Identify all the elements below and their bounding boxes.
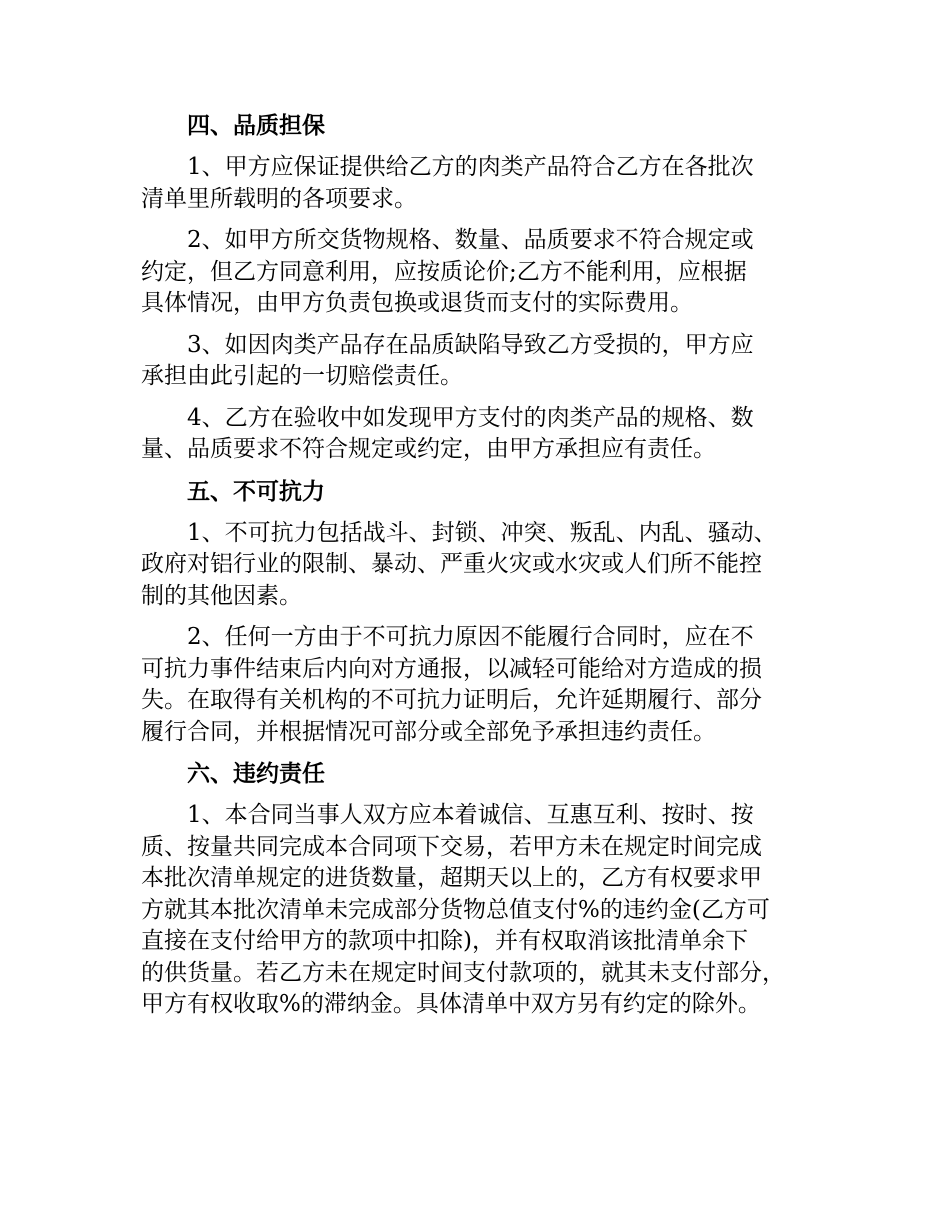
paragraph-line: 约定，但乙方同意利用，应按质论价;乙方不能利用，应根据 bbox=[141, 258, 747, 285]
paragraph-line: 1、本合同当事人双方应本着诚信、互惠互利、按时、按 bbox=[187, 802, 754, 828]
paragraph-line: 4、乙方在验收中如发现甲方支付的肉类产品的规格、数 bbox=[187, 404, 754, 431]
paragraph-line: 的供货量。若乙方未在规定时间支付款项的，就其未支付部分， bbox=[141, 959, 785, 986]
paragraph-line: 制的其他因素。 bbox=[141, 582, 302, 609]
paragraph-line: 3、如因肉类产品存在品质缺陷导致乙方受损的，甲方应 bbox=[187, 331, 754, 358]
paragraph-line: 1、甲方应保证提供给乙方的肉类产品符合乙方在各批次 bbox=[187, 154, 754, 180]
paragraph-line: 甲方有权收取%的滞纳金。具体清单中双方另有约定的除外。 bbox=[141, 991, 761, 1017]
paragraph-line: 承担由此引起的一切赔偿责任。 bbox=[141, 363, 463, 389]
paragraph-line: 本批次清单规定的进货数量，超期天以上的，乙方有权要求甲 bbox=[141, 865, 762, 891]
paragraph-line: 2、任何一方由于不可抗力原因不能履行合同时，应在不 bbox=[187, 624, 754, 650]
paragraph bbox=[141, 403, 821, 466]
paragraph bbox=[141, 518, 821, 613]
paragraph-line: 方就其本批次清单未完成部分货物总值支付%的违约金(乙方可 bbox=[141, 896, 770, 923]
paragraph-line: 1、不可抗力包括战斗、封锁、冲突、叛乱、内乱、骚动、 bbox=[187, 519, 777, 546]
paragraph-line: 具体情况，由甲方负责包换或退货而支付的实际费用。 bbox=[141, 290, 693, 316]
section-heading: 五、不可抗力 bbox=[187, 478, 325, 505]
paragraph-line: 失。在取得有关机构的不可抗力证明后，允许延期履行、部分 bbox=[141, 687, 762, 713]
paragraph-line: 质、按量共同完成本合同项下交易，若甲方未在规定时间完成 bbox=[141, 833, 762, 860]
paragraph bbox=[141, 800, 821, 1021]
document-body bbox=[141, 110, 821, 1031]
paragraph-line: 直接在支付给甲方的款项中扣除)，并有权取消该批清单余下 bbox=[141, 928, 748, 954]
paragraph-line: 量、品质要求不符合规定或约定，由甲方承担应有责任。 bbox=[141, 436, 716, 462]
paragraph-line: 2、如甲方所交货物规格、数量、品质要求不符合规定或 bbox=[187, 227, 754, 253]
paragraph-line: 清单里所载明的各项要求。 bbox=[141, 185, 417, 212]
paragraph bbox=[141, 330, 821, 393]
paragraph-line: 可抗力事件结束后内向对方通报，以减轻可能给对方造成的损 bbox=[141, 655, 762, 682]
paragraph bbox=[141, 152, 821, 215]
paragraph bbox=[141, 225, 821, 320]
paragraph-line: 政府对铝行业的限制、暴动、严重火灾或水灾或人们所不能控 bbox=[141, 551, 762, 577]
paragraph-line: 履行合同，并根据情况可部分或全部免予承担违约责任。 bbox=[141, 718, 716, 745]
paragraph bbox=[141, 622, 821, 748]
section-heading: 六、违约责任 bbox=[187, 761, 325, 787]
section-heading: 四、品质担保 bbox=[187, 113, 325, 139]
